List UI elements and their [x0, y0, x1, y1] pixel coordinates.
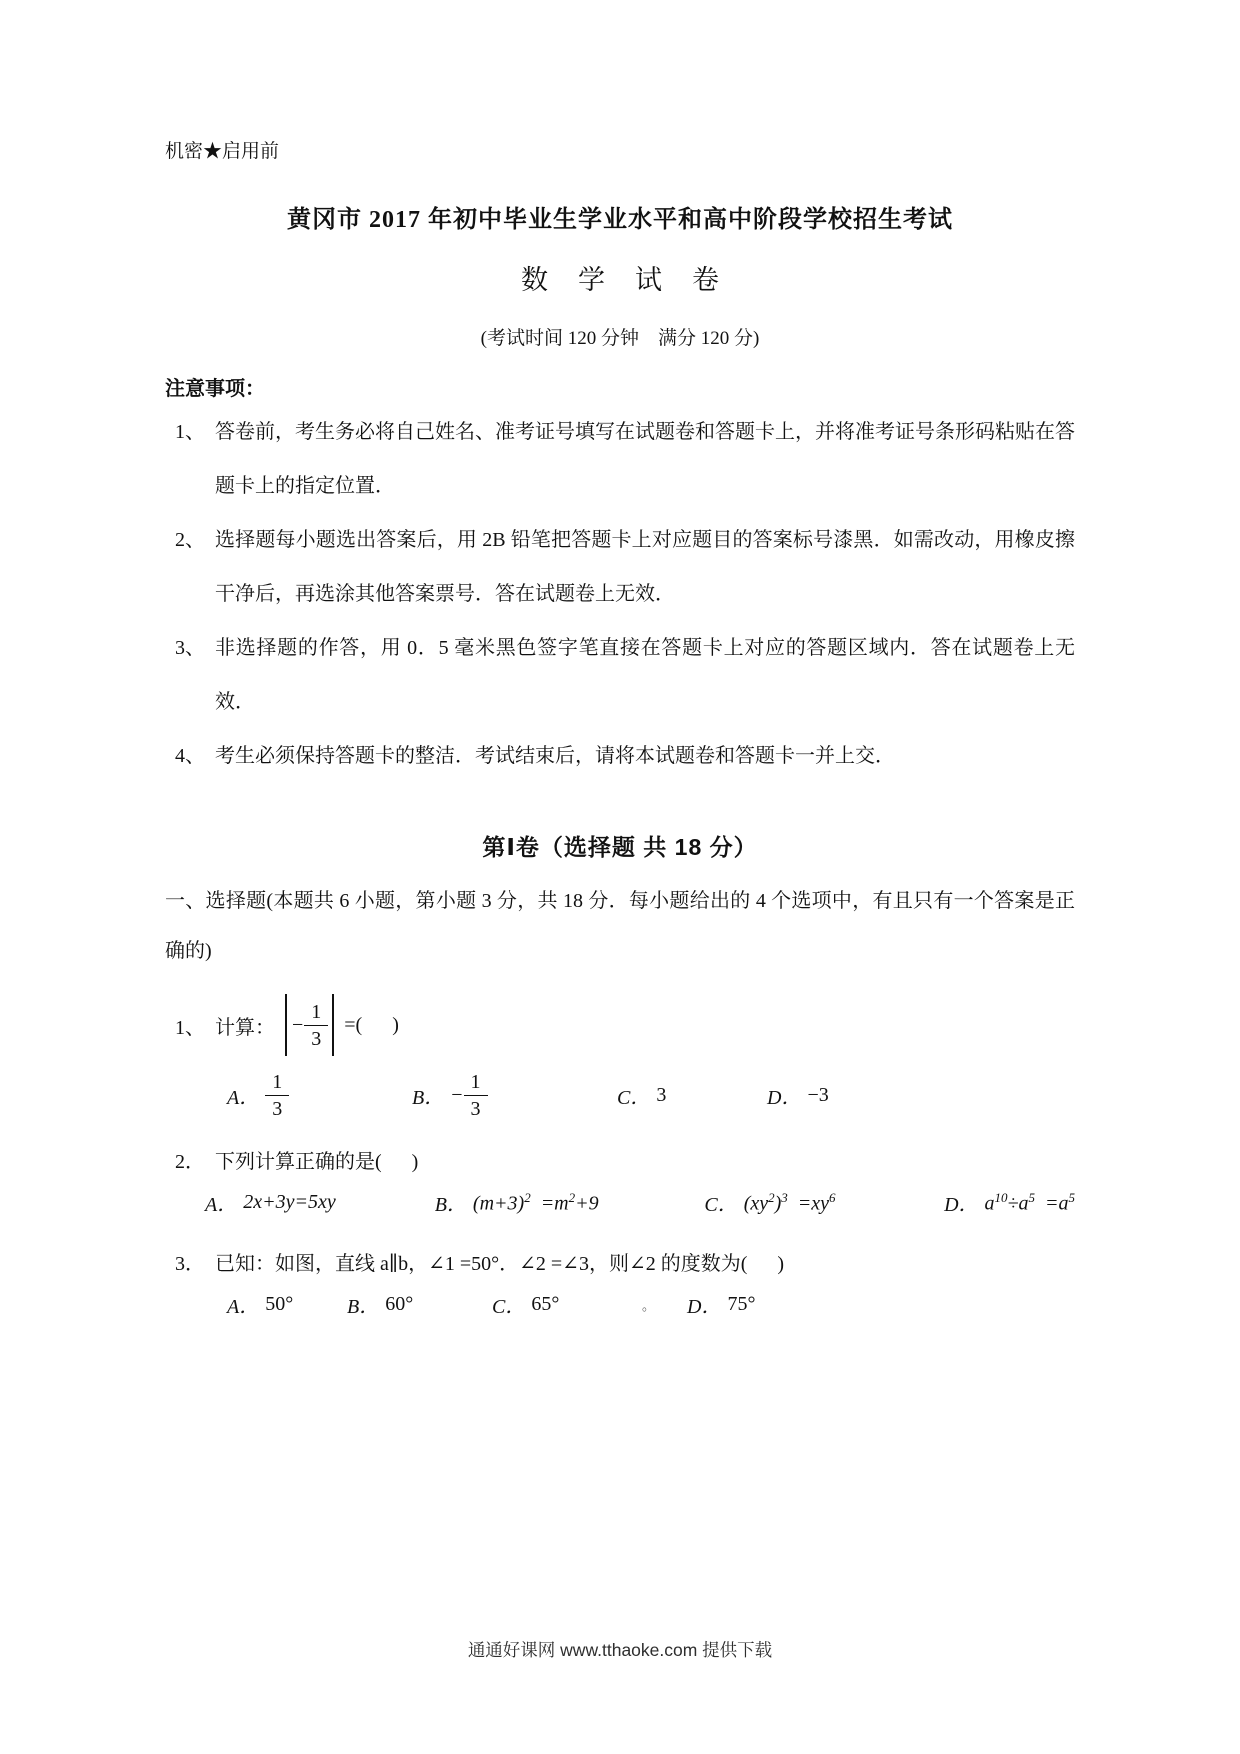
question-2-options	[165, 1188, 1075, 1217]
q1-option-a-label: A．	[227, 1087, 260, 1109]
q1-option-a	[227, 1070, 412, 1121]
notice-item-marker: 4、	[175, 745, 205, 767]
q1-option-d-label: D．	[767, 1087, 802, 1109]
fraction-numerator: 1	[265, 1070, 289, 1096]
q3-option-d-label: D．	[687, 1296, 722, 1318]
q1-option-d	[767, 1081, 829, 1110]
notice-heading: 注意事项：	[165, 378, 265, 400]
section1-heading: 第Ⅰ卷（选择题 共 18 分）	[482, 834, 758, 860]
notice-item-marker: 3、	[175, 637, 205, 659]
q2-option-a-label: A．	[205, 1194, 238, 1216]
q2-option-b-formula: $(m+3)^2 =m^2+9$	[472, 1189, 599, 1215]
exam-meta: (考试时间 120 分钟 满分 120 分)	[480, 328, 760, 349]
question-1-options	[165, 1070, 1075, 1121]
q2-option-b	[435, 1188, 705, 1217]
question-2-prompt: 下列计算正确的是( )	[215, 1151, 419, 1173]
q1-option-c	[617, 1081, 767, 1110]
q2-option-b-label: B．	[434, 1194, 467, 1216]
q3-option-b-value: 60°	[385, 1293, 414, 1315]
q3-option-a	[227, 1290, 347, 1319]
abs-bar-right	[332, 994, 334, 1056]
q3-option-a-label: A．	[227, 1296, 260, 1318]
q2-option-c-formula: $(xy^2)^3 =xy^6$	[743, 1189, 836, 1215]
q3-option-c-label: C．	[492, 1296, 526, 1318]
minus-sign: −	[292, 1013, 304, 1036]
fraction-denominator: 3	[272, 1098, 283, 1120]
abs-bar-left	[285, 994, 287, 1056]
fraction	[304, 1000, 328, 1051]
question-1	[165, 994, 1075, 1056]
q1-option-b-label: B．	[412, 1087, 445, 1109]
question-3-number: 3．	[175, 1253, 205, 1275]
fraction-denominator: 3	[470, 1098, 481, 1120]
q3-option-d-value: 75°	[727, 1293, 756, 1315]
notice-item-text: 选择题每小题选出答案后，用 2B 铅笔把答题卡上对应题目的答案标号漆黑．如需改动，用橡皮擦干净后，再选涂其他答案票号．答在试题卷上无效．	[215, 529, 1075, 605]
question-3-options	[165, 1290, 1075, 1319]
fraction-numerator: 1	[464, 1070, 488, 1096]
notice-item	[165, 621, 1075, 729]
q3-option-b-label: B．	[347, 1296, 380, 1318]
question-2-number: 2．	[175, 1151, 205, 1173]
fraction-numerator: 1	[304, 1000, 328, 1026]
q3-option-c-value: 65°	[531, 1293, 560, 1315]
subject-title: 数学试卷	[521, 265, 749, 295]
question-2	[165, 1145, 1075, 1174]
section1-intro: 一、选择题(本题共 6 小题，第小题 3 分，共 18 分．每小题给出的 4 个选项中，有且只有一个答案是正确的)	[165, 890, 1075, 962]
question-1-prompt: 计算：	[215, 1016, 275, 1039]
q1-option-c-label: C．	[617, 1087, 651, 1109]
minus-sign: −	[451, 1084, 463, 1106]
fraction	[265, 1070, 289, 1121]
q3-option-b	[347, 1290, 492, 1319]
question-1-equals-blank: =( )	[344, 1013, 399, 1036]
question-1-number: 1、	[175, 1016, 205, 1039]
q2-option-a-formula: 2x+3y=5xy	[243, 1191, 336, 1213]
security-notice: 机密★启用前	[165, 141, 280, 162]
page-footer: 通通好课网 www.tthaoke.com 提供下载	[467, 1640, 773, 1660]
q2-option-a	[205, 1188, 435, 1217]
notice-item	[165, 729, 1075, 783]
q2-option-d	[944, 1188, 1075, 1217]
fraction-denominator: 3	[311, 1027, 322, 1050]
exam-title: 黄冈市 2017 年初中毕业生学业水平和高中阶段学校招生考试	[287, 207, 953, 233]
notice-item-marker: 2、	[175, 529, 205, 551]
absolute-value-expression	[281, 994, 338, 1056]
q3-option-d	[687, 1290, 755, 1319]
notice-item-marker: 1、	[175, 421, 205, 443]
fraction	[464, 1070, 488, 1121]
q2-option-d-label: D．	[944, 1194, 979, 1216]
notice-item	[165, 405, 1075, 513]
q1-option-d-value: −3	[807, 1084, 829, 1106]
q1-option-b	[412, 1070, 617, 1121]
question-3-prompt: 已知：如图，直线 a∥b，∠1 =50°．∠2 =∠3，则∠2 的度数为( )	[215, 1253, 785, 1275]
q2-option-d-formula: $a^{10}\div a^5 =a^5$	[984, 1189, 1075, 1215]
q3-option-a-value: 50°	[265, 1293, 294, 1315]
notice-list	[165, 405, 1075, 783]
q3-option-c	[492, 1290, 642, 1319]
q2-option-c	[704, 1188, 944, 1217]
notice-item-text: 考生必须保持答题卡的整洁．考试结束后，请将本试题卷和答题卡一并上交．	[215, 745, 895, 767]
stray-punctuation-mark: 。	[642, 1298, 656, 1313]
q1-option-c-value: 3	[656, 1084, 667, 1106]
notice-item	[165, 513, 1075, 621]
notice-item-text: 非选择题的作答，用 0．5 毫米黑色签字笔直接在答题卡上对应的答题区域内．答在试题卷上无效．	[215, 637, 1075, 713]
q2-option-c-label: C．	[704, 1194, 738, 1216]
notice-item-text: 答卷前，考生务必将自己姓名、准考证号填写在试题卷和答题卡上，并将准考证号条形码粘贴在答题卡上的指定位置．	[215, 421, 1075, 497]
question-3	[165, 1247, 1075, 1276]
